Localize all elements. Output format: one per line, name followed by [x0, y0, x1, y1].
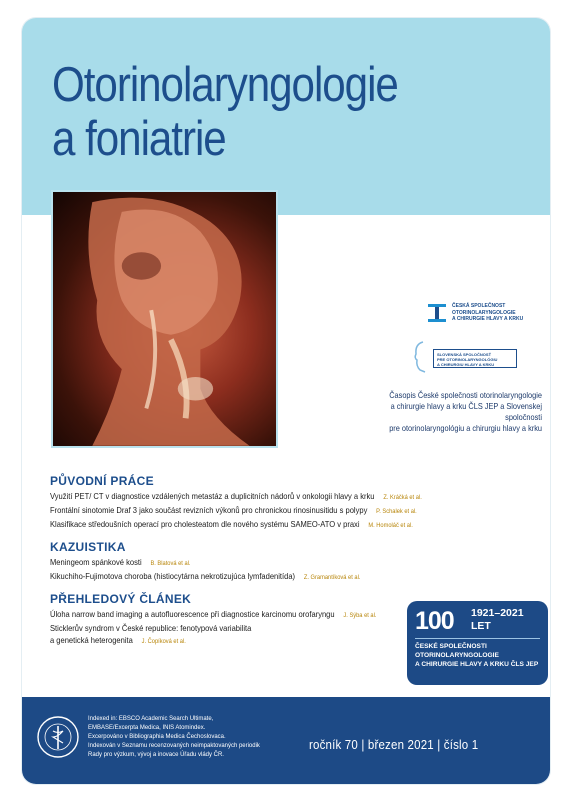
indexing-line: Indexed in: EBSCO Academic Search Ultimate,	[88, 715, 214, 722]
article-authors: M. Homoláč et al.	[368, 522, 413, 529]
indexing-line: Excerpováno v Bibliographia Medica Čechoslovaca.	[88, 733, 226, 740]
section-heading: PŮVODNÍ PRÁCE	[50, 474, 154, 488]
article-entry	[50, 556, 481, 570]
society-description-line: pre otorinolaryngológiu a chirurgiu hlavy a krku	[389, 424, 542, 433]
ct-head-neck-render-image	[51, 190, 278, 448]
indexing-info	[88, 714, 260, 759]
journal-title-line-2: a foniatrie	[52, 112, 226, 166]
slovak-logo-line: PRE OTORINOLARYNGOLÓGIU	[437, 357, 498, 362]
journal-title	[52, 58, 473, 166]
article-authors: P. Schalek et al.	[376, 508, 417, 515]
slovak-logo-line: SLOVENSKÁ SPOLOČNOSŤ	[437, 352, 492, 357]
slovak-logo-line: A CHIRURGIU HLAVY A KRKU	[437, 362, 495, 367]
section-heading: KAZUISTIKA	[50, 540, 126, 554]
section-heading: PŘEHLEDOVÝ ČLÁNEK	[50, 592, 192, 606]
article-title: a genetická heterogenita	[50, 635, 133, 645]
article-authors: J. Čopíková et al.	[141, 638, 186, 645]
society-description-line: Časopis České společnosti otorinolaryngologie	[389, 391, 542, 400]
section-case-reports	[50, 540, 540, 584]
journal-cover	[22, 18, 550, 784]
indexing-line: EMBASE/Excerpta Medica, INIS Atomindex.	[88, 724, 206, 731]
profile-head-icon	[411, 340, 431, 374]
slovak-society-logo-box	[433, 349, 517, 368]
article-title: Klasifikace středoušních operací pro cholesteatom dle nového systému SAMEO-ATO v praxi	[50, 519, 360, 529]
issue-info: ročník 70 | březen 2021 | číslo 1	[309, 738, 479, 752]
article-entry	[50, 518, 481, 532]
journal-title-line-1: Otorinolaryngologie	[52, 58, 398, 112]
article-entry	[50, 570, 481, 584]
cover-footer	[22, 697, 550, 784]
anniversary-years: 1921–2021	[471, 607, 524, 619]
czech-society-logo	[426, 300, 536, 344]
society-logo-line: OTORINOLARYNGOLOGIE	[452, 309, 516, 316]
anniversary-badge	[407, 601, 548, 685]
article-title: Kikuchiho-Fujimotova choroba (histiocytárna nekrotizujúca lymfadenitída)	[50, 571, 296, 581]
society-logo-line: A CHIRURGIE HLAVY A KRKU	[452, 316, 524, 322]
article-entry	[50, 490, 481, 504]
anniversary-line: A CHIRURGIE HLAVY A KRKU ČLS JEP	[415, 661, 539, 668]
section-original-papers	[50, 474, 540, 532]
article-entry	[50, 504, 481, 518]
anniversary-line: ČESKÉ SPOLEČNOSTI	[415, 643, 487, 650]
article-authors: Z. Gramantíková et al.	[303, 574, 361, 581]
article-title: Sticklerův syndrom v České republice: fenotypová variabilita	[50, 623, 252, 633]
medical-association-seal-icon	[36, 715, 80, 759]
anniversary-divider	[415, 638, 540, 639]
society-description-line: a chirurgie hlavy a krku ČLS JEP a Slovenskej spoločnosti	[390, 402, 542, 422]
society-logo-line: ČESKÁ SPOLEČNOST	[452, 303, 506, 309]
slovak-society-logo	[411, 340, 519, 376]
article-title: Úloha narrow band imaging a autofluorescence při diagnostice karcinomu orofaryngu	[50, 609, 335, 619]
indexing-line: Indexován v Seznamu recenzovaných neimpaktovaných periodik	[88, 742, 260, 749]
anniversary-line: OTORINOLARYNGOLOGIE	[415, 652, 499, 659]
society-description	[371, 390, 542, 434]
anniversary-subtitle	[415, 642, 538, 669]
anniversary-number: 100	[415, 607, 454, 635]
society-logo-text	[452, 303, 523, 323]
indexing-line: Rady pro výzkum, vývoj a inovace Úřadu vlády ČR.	[88, 751, 224, 758]
article-title: Využití PET/ CT v diagnostice vzdálených metastáz a duplicitních nádorů v onkologii hlavy a krku	[50, 491, 375, 501]
society-emblem-icon	[426, 302, 448, 324]
article-authors: J. Sýba et al.	[343, 612, 377, 619]
anniversary-let: LET	[471, 620, 491, 632]
article-title: Frontální sinotomie Draf 3 jako součást revizních výkonů pro chronickou rinosinusitidu s polypy	[50, 505, 368, 515]
ct-render-illustration	[53, 192, 276, 446]
article-authors: Z. Kráčká et al.	[383, 494, 422, 501]
article-title: Meningeom spánkové kosti	[50, 557, 142, 567]
article-authors: B. Blatová et al.	[150, 560, 191, 567]
